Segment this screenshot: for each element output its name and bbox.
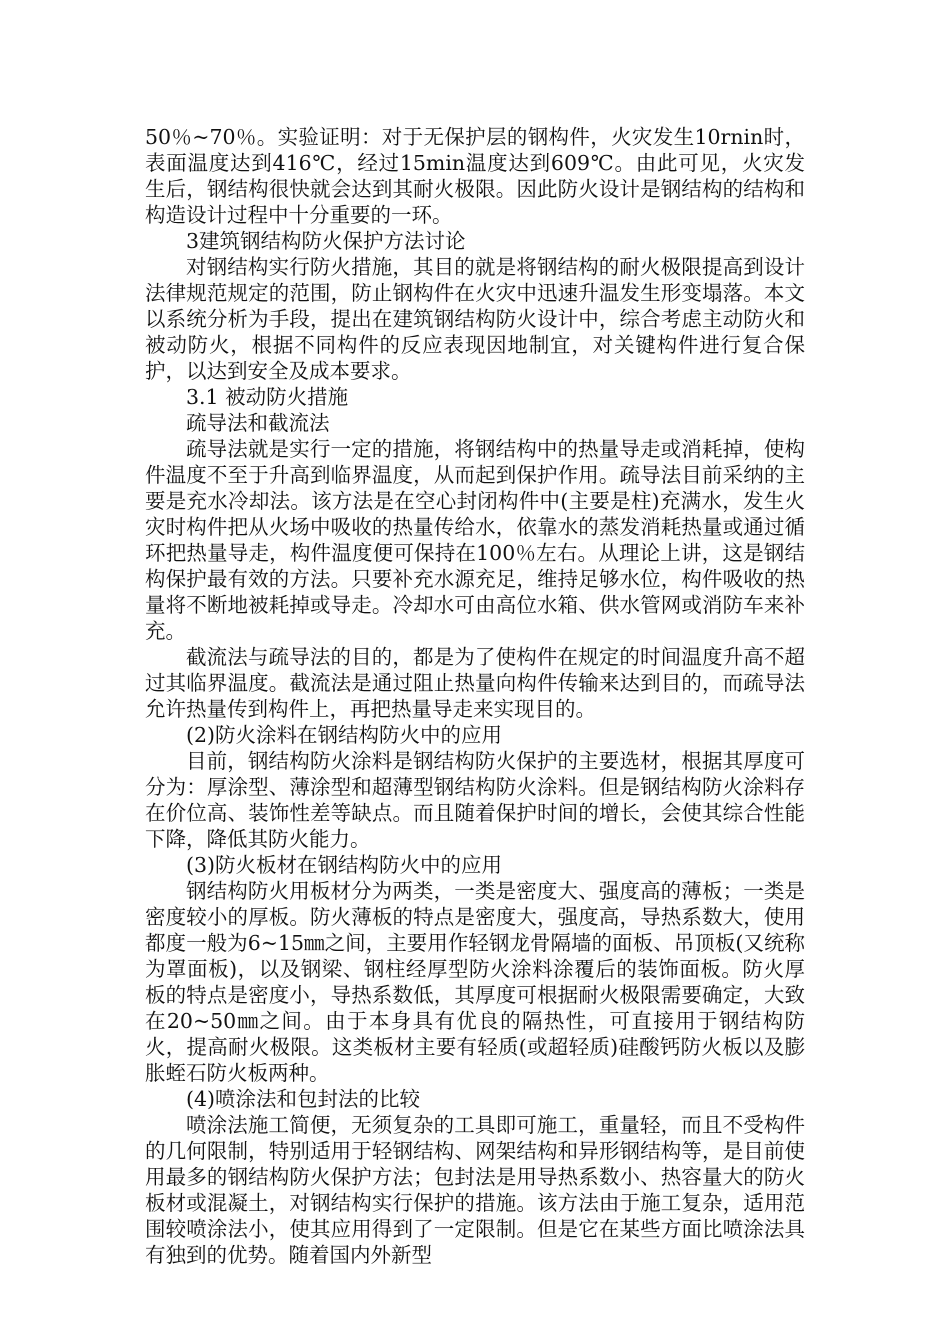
paragraph-spray-vs-enclose: 喷涂法施工简便，无须复杂的工具即可施工，重量轻，而且不受构件的几何限制，特别适用于轻钢结构、网架结构和异形钢结构等，是目前使用最多的钢结构防火保护方法；包封法是用导热系数小、热容量大的防火板材或混凝土，对钢结构实行保护的措施。该方法由于施工复杂，适用范围较喷涂法小，使其应用得到了一定限制。但是它在某些方面比喷涂法具有独到的优势。随着国内外新型 <box>145 1113 805 1267</box>
paragraph-interception-method: 截流法与疏导法的目的，都是为了使构件在规定的时间温度升高不超过其临界温度。截流法是通过阻止热量向构件传输来达到目的，而疏导法允许热量传到构件上，再把热量导走来实现目的。 <box>145 645 805 721</box>
paragraph-section-3: 对钢结构实行防火措施，其目的就是将钢结构的耐火极限提高到设计法律规范规定的范围，防止钢构件在火灾中迅速升温发生形变塌落。本文以系统分析为手段，提出在建筑钢结构防火设计中，综合考虑主动防火和被动防火，根据不同构件的反应表现因地制宜，对关键构件进行复合保护，以达到安全及成本要求。 <box>145 255 805 383</box>
paragraph-fire-board: 钢结构防火用板材分为两类，一类是密度大、强度高的薄板；一类是密度较小的厚板。防火薄板的特点是密度大，强度高，导热系数大，使用都度一般为6~15㎜之间，主要用作轻钢龙骨隔墙的面板、吊顶板(又统称为罩面板)，以及钢梁、钢柱经厚型防火涂料涂覆后的装饰面板。防火厚板的特点是密度小，导热系数低，其厚度可根据耐火极限需要确定，大致在20~50㎜之间。由于本身具有优良的隔热性，可直接用于钢结构防火，提高耐火极限。这类板材主要有轻质(或超轻质)硅酸钙防火板以及膨胀蛭石防火板两种。 <box>145 879 805 1085</box>
item-heading-fire-board: (3)防火板材在钢结构防火中的应用 <box>186 853 503 877</box>
item-heading-guidance-interception: 疏导法和截流法 <box>186 411 330 435</box>
paragraph-fire-coating: 目前，钢结构防火涂料是钢结构防火保护的主要选材，根据其厚度可分为：厚涂型、薄涂型和超薄型钢结构防火涂料。但是钢结构防火涂料存在价位高、装饰性差等缺点。而且随着保护时间的增长，会使其综合性能下降，降低其防火能力。 <box>145 749 805 851</box>
item-heading-spray-vs-enclose: (4)喷涂法和包封法的比较 <box>186 1087 421 1111</box>
item-heading-fire-coating: (2)防火涂料在钢结构防火中的应用 <box>186 723 503 747</box>
section-heading-3: 3建筑钢结构防火保护方法讨论 <box>186 229 466 253</box>
document-body <box>145 124 805 1268</box>
paragraph-intro: 50％~70％。实验证明：对于无保护层的钢构件，火灾发生10rnin时，表面温度达到416℃，经过15min温度达到609℃。由此可见，火灾发生后，钢结构很快就会达到其耐火极限。因此防火设计是钢结构的结构和构造设计过程中十分重要的一环。 <box>145 125 805 227</box>
subsection-heading-3-1: 3.1 被动防火措施 <box>186 385 349 409</box>
paragraph-guidance-method: 疏导法就是实行一定的措施，将钢结构中的热量导走或消耗掉，使构件温度不至于升高到临界温度，从而起到保护作用。疏导法目前采纳的主要是充水冷却法。该方法是在空心封闭构件中(主要是柱)充满水，发生火灾时构件把从火场中吸收的热量传给水，依靠水的蒸发消耗热量或通过循环把热量导走，构件温度便可保持在100％左右。从理论上讲，这是钢结构保护最有效的方法。只要补充水源充足，维持足够水位，构件吸收的热量将不断地被耗掉或导走。冷却水可由高位水箱、供水管网或消防车来补充。 <box>145 437 805 643</box>
